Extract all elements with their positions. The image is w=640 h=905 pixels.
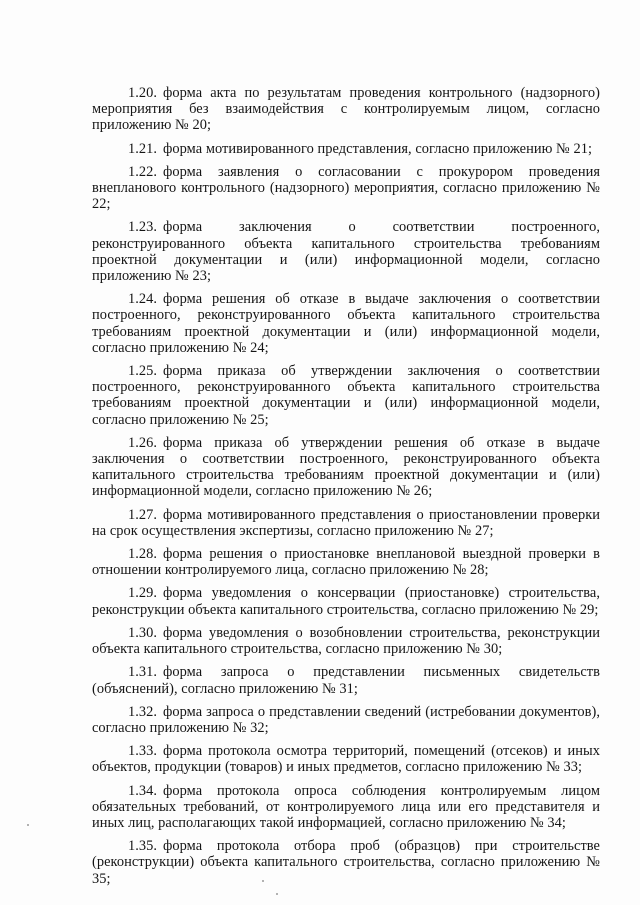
item-text: форма протокола отбора проб (образцов) при строительстве (реконструкции) объекта капитального строительства, согласно приложению № 35; — [92, 838, 600, 887]
list-item — [92, 507, 600, 539]
item-text: форма акта по результатам проведения контрольного (надзорного) мероприятия без взаимодействия с контролируемым лицом, согласно приложению № 20; — [92, 85, 600, 134]
item-text: форма протокола опроса соблюдения контролируемым лицом обязательных требований, от контролируемого лица или его представителя и иных лиц, располагающих такой информацией, согласно приложению № 34; — [92, 782, 600, 831]
item-number: 1.33. — [128, 743, 158, 760]
list-item — [92, 141, 600, 157]
item-number: 1.20. — [128, 85, 158, 101]
item-text: форма приказа об утверждении заключения о соответствии построенного, реконструированного объекта капитального строительства требованиям проектной документации и (или) информационной модели, согласно приложению № 25; — [92, 363, 600, 428]
list-item — [92, 625, 600, 657]
item-text: форма протокола осмотра территорий, помещений (отсеков) и иных объектов, продукции (товаров) и иных предметов, согласно приложению № 33; — [92, 743, 600, 776]
list-item — [92, 783, 600, 832]
list-item — [92, 219, 600, 284]
item-number: 1.35. — [128, 838, 158, 855]
scan-speck — [27, 824, 29, 826]
document-body — [92, 85, 600, 894]
list-item — [92, 363, 600, 428]
item-number: 1.25. — [128, 363, 158, 380]
list-item — [92, 291, 600, 356]
item-number: 1.34. — [128, 782, 158, 799]
item-text: форма заключения о соответствии построенного, реконструированного объекта капитального строительства требованиям проектной документации и (или) информационной модели, согласно приложению № 23; — [92, 219, 600, 285]
list-item — [92, 435, 600, 500]
item-number: 1.24. — [128, 291, 158, 308]
item-text: форма уведомления о возобновлении строительства, реконструкции объекта капитального строительства, согласно приложению № 30; — [92, 624, 600, 658]
item-text: форма решения об отказе в выдаче заключения о соответствии построенного, реконструированного объекта капитального строительства требованиям проектной документации и (или) информационной модели, согласно приложению № 24; — [92, 291, 600, 356]
item-number: 1.32. — [128, 703, 158, 720]
list-item — [92, 838, 600, 887]
item-text: форма мотивированного представления о приостановлении проверки на срок осуществления экспертизы, согласно приложению № 27; — [92, 506, 600, 539]
item-text: форма заявления о согласовании с прокурором проведения внепланового контрольного (надзорного) мероприятия, согласно приложению № 22; — [92, 163, 600, 213]
item-number: 1.22. — [128, 163, 158, 180]
item-number: 1.26. — [128, 434, 158, 451]
item-number: 1.29. — [128, 585, 158, 602]
item-number: 1.30. — [128, 624, 158, 641]
item-number: 1.23. — [128, 219, 158, 236]
list-item — [92, 164, 600, 213]
list-item — [92, 664, 600, 696]
item-number: 1.28. — [128, 546, 158, 563]
list-item — [92, 585, 600, 617]
item-number: 1.21. — [128, 140, 158, 157]
list-item — [92, 85, 600, 134]
item-number: 1.31. — [128, 664, 158, 681]
item-text: форма запроса о представлении сведений (истребовании документов), согласно приложению № 32; — [92, 703, 600, 736]
item-text: форма мотивированного представления, согласно приложению № 21; — [163, 140, 593, 157]
item-text: форма приказа об утверждении решения об отказе в выдаче заключения о соответствии построенного, реконструированного объекта капитального строительства требованиям проектной документации и (или) информационной модели, согласно приложению № 26; — [92, 434, 600, 500]
item-text: форма уведомления о консервации (приостановке) строительства, реконструкции объекта капитального строительства, согласно приложению № 29; — [92, 585, 600, 618]
list-item — [92, 743, 600, 775]
item-text: форма запроса о представлении письменных свидетельств (объяснений), согласно приложению № 31; — [92, 664, 600, 697]
item-number: 1.27. — [128, 506, 158, 523]
list-item — [92, 546, 600, 578]
list-item — [92, 704, 600, 736]
item-text: форма решения о приостановке внеплановой выездной проверки в отношении контролируемого лица, согласно приложению № 28; — [92, 546, 600, 579]
